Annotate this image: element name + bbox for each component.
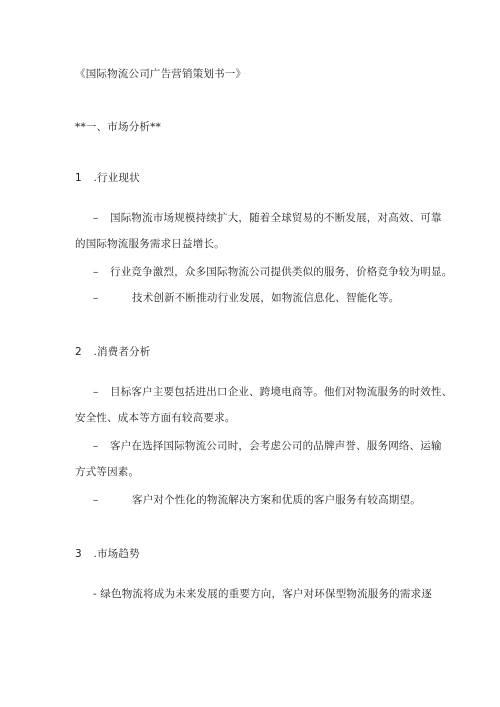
bullet-dash: – — [93, 386, 99, 398]
bullet-text: 技术创新不断推动行业发展，如物流信息化、智能化等。 — [132, 292, 400, 304]
bullet-text: 行业竞争激烈，众多国际物流公司提供类似的服务，价格竞争较为明显。 — [110, 266, 453, 278]
bullet-text-continuation: 安全性、成本等方面有较高要求。 — [75, 412, 236, 424]
bullet-item — [93, 439, 442, 453]
section-heading-market-analysis: **一、市场分析** — [75, 121, 161, 133]
bullet-text-continuation: 的国际物流服务需求日益增长。 — [75, 238, 225, 250]
bullet-text: 国际物流市场规模持续扩大，随着全球贸易的不断发展，对高效、可靠 — [110, 212, 442, 224]
subheading-label: .消费者分析 — [93, 346, 151, 358]
bullet-item — [93, 211, 442, 225]
subheading-number: 3 — [75, 548, 82, 560]
bullet-dash: – — [93, 266, 99, 278]
bullet-dash: – — [93, 292, 99, 304]
bullet-text: 目标客户主要包括进出口企业、跨境电商等。他们对物流服务的时效性、 — [110, 386, 453, 398]
bullet-item — [93, 385, 452, 399]
bullet-text: 绿色物流将成为未来发展的重要方向，客户对环保型物流服务的需求逐 — [100, 588, 432, 600]
subheading-number: 1 — [75, 172, 82, 184]
subheading-label: .行业现状 — [93, 172, 140, 184]
bullet-item — [93, 291, 400, 305]
bullet-dash: – — [93, 494, 99, 506]
bullet-item — [93, 493, 421, 507]
subheading-consumer-analysis — [75, 345, 150, 359]
document-title: 《国际物流公司广告营销策划书一》 — [75, 68, 247, 80]
bullet-text-continuation: 方式等因素。 — [75, 466, 140, 478]
bullet-text: 客户对个性化的物流解决方案和优质的客户服务有较高期望。 — [132, 494, 421, 506]
bullet-dash: – — [93, 212, 99, 224]
bullet-item — [93, 587, 432, 601]
bullet-text: 客户在选择国际物流公司时，会考虑公司的品牌声誉、服务网络、运输 — [110, 440, 442, 452]
subheading-number: 2 — [75, 346, 82, 358]
bullet-dash: – — [93, 440, 99, 452]
bullet-dash: - — [93, 588, 97, 600]
subheading-label: .市场趋势 — [93, 548, 140, 560]
subheading-market-trends — [75, 547, 140, 561]
bullet-item — [93, 265, 452, 279]
subheading-industry-status — [75, 171, 140, 185]
